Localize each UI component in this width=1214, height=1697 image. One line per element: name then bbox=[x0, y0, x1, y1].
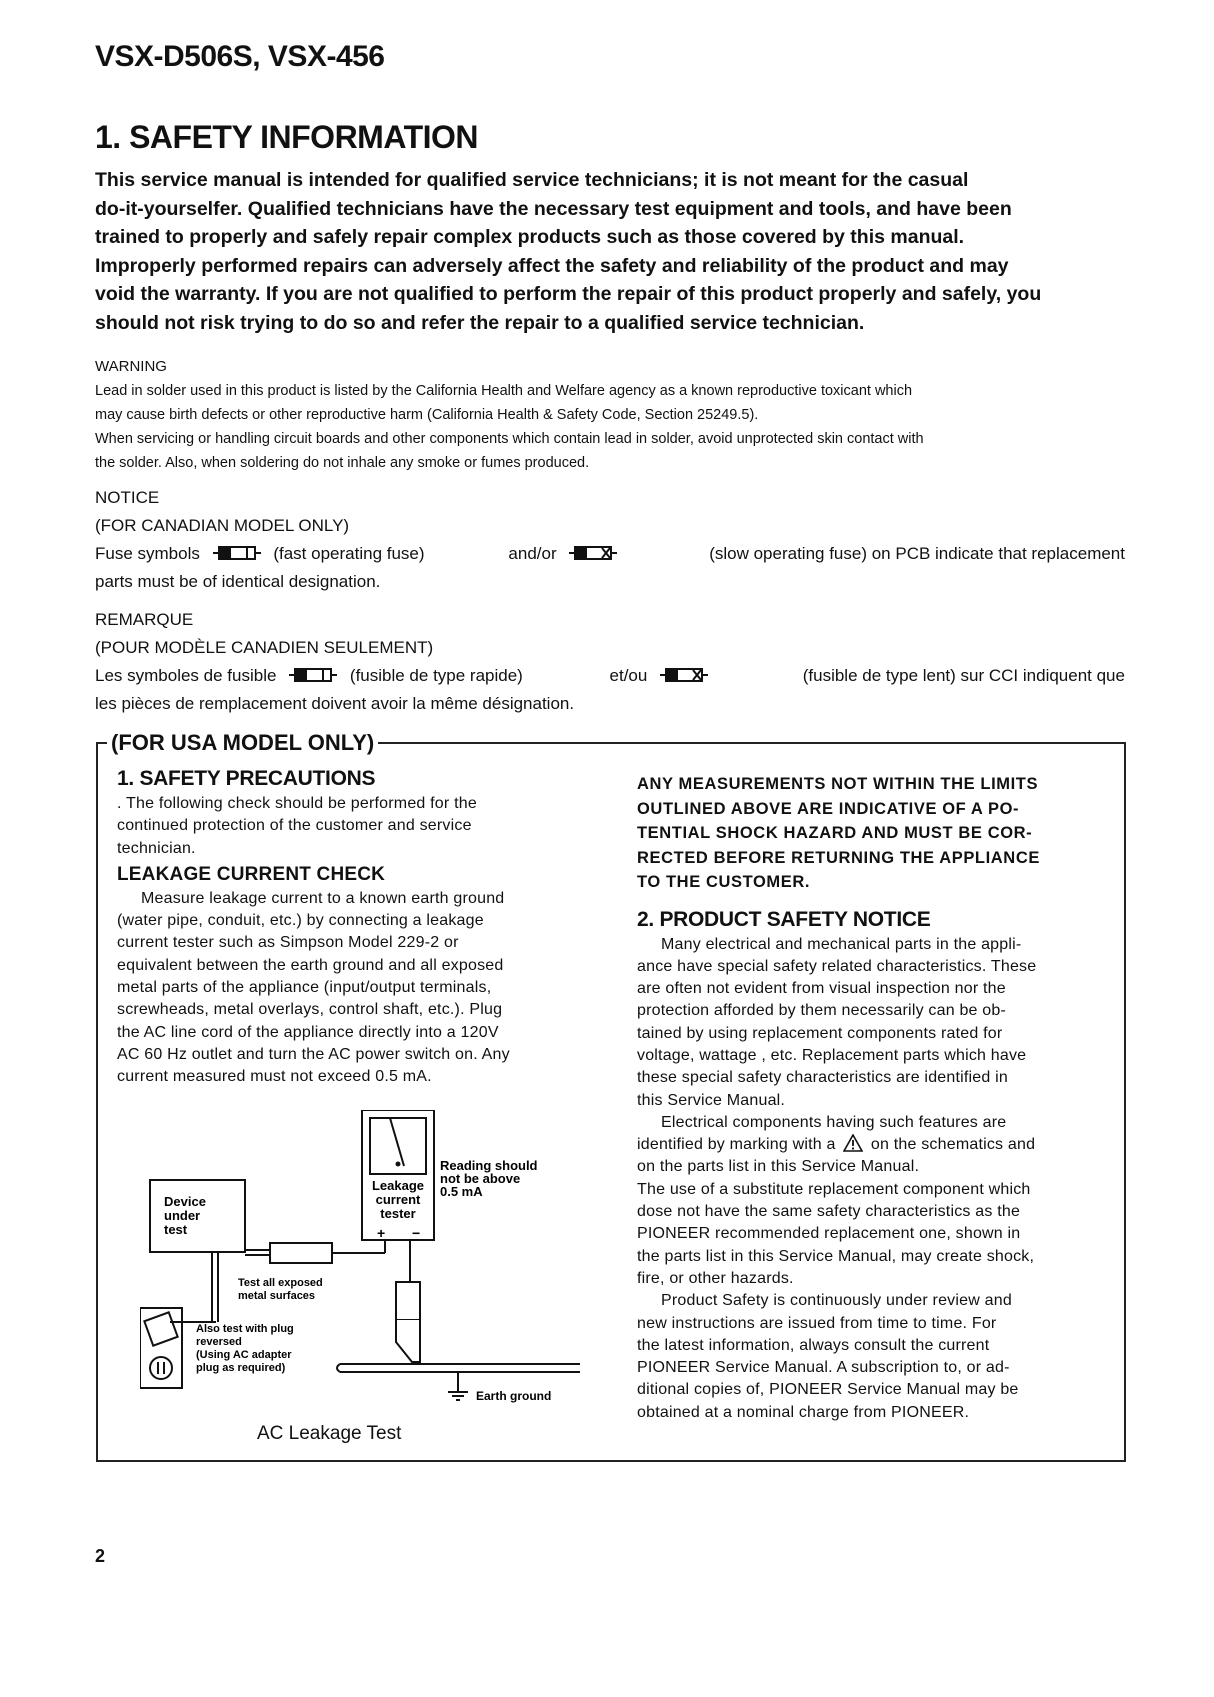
product-line: tained by using replacement components rated for bbox=[637, 1024, 1003, 1042]
remarque-subheading: (POUR MODÈLE CANADIEN SEULEMENT) bbox=[95, 638, 434, 657]
intro-line: trained to properly and safely repair complex products such as those covered by this manual. bbox=[95, 226, 965, 248]
intro-paragraph bbox=[95, 166, 1125, 337]
remarque-text: les pièces de remplacement doivent avoir la même désignation. bbox=[95, 694, 575, 713]
page-number: 2 bbox=[95, 1546, 106, 1566]
reverse-note: reversed bbox=[196, 1336, 242, 1348]
product-line: ditional copies of, PIONEER Service Manual may be bbox=[637, 1381, 1019, 1399]
notice-fuse-line bbox=[95, 540, 1125, 568]
warning-line: When servicing or handling circuit boards and other components which contain lead in solder, avoid unprotected skin contact with bbox=[95, 431, 924, 447]
intro-line: void the warranty. If you are not qualified to perform the repair of this product properly and safely, you bbox=[95, 283, 1042, 305]
hazard-line: RECTED BEFORE RETURNING THE APPLIANCE bbox=[637, 848, 1040, 867]
reading-note: 0.5 mA bbox=[440, 1184, 483, 1199]
warning-block bbox=[95, 355, 1125, 475]
product-line: the latest information, always consult the current bbox=[637, 1336, 990, 1354]
section-title: 1. SAFETY INFORMATION bbox=[95, 119, 478, 155]
product-line: ance have special safety related characteristics. These bbox=[637, 957, 1037, 975]
notice-text: parts must be of identical designation. bbox=[95, 572, 381, 591]
notice-text: Fuse symbols bbox=[95, 544, 200, 563]
remarque-fuse-line bbox=[95, 662, 1125, 690]
product-line: the parts list in this Service Manual, may create shock, bbox=[637, 1247, 1035, 1265]
reverse-note: plug as required) bbox=[196, 1362, 286, 1374]
product-line: on the parts list in this Service Manual. bbox=[637, 1158, 920, 1176]
product-line: new instructions are issued from time to time. For bbox=[637, 1314, 997, 1332]
hazard-warning bbox=[637, 772, 1107, 895]
leakage-check-title: LEAKAGE CURRENT CHECK bbox=[117, 863, 386, 885]
remarque-text: (fusible de type rapide) bbox=[349, 666, 523, 685]
product-text: on the schematics and bbox=[870, 1136, 1036, 1154]
product-line: these special safety characteristics are identified in bbox=[637, 1069, 1008, 1087]
notice-subheading: (FOR CANADIAN MODEL ONLY) bbox=[95, 516, 350, 535]
remarque-text: et/ou bbox=[609, 666, 648, 685]
tester-label: tester bbox=[380, 1206, 416, 1221]
earth-ground-label: Earth ground bbox=[476, 1389, 552, 1403]
product-line: PIONEER Service Manual. A subscription to, or ad- bbox=[637, 1359, 1010, 1377]
intro-line: Improperly performed repairs can adversely affect the safety and reliability of the product and may bbox=[95, 254, 1009, 277]
product-line: Electrical components having such features are bbox=[661, 1113, 1007, 1131]
slow-fuse-icon bbox=[658, 666, 710, 684]
diagram-caption: AC Leakage Test bbox=[257, 1423, 402, 1444]
hazard-line: ANY MEASUREMENTS NOT WITHIN THE LIMITS bbox=[637, 775, 1039, 793]
precautions-line: . The following check should be performed for the bbox=[117, 795, 477, 812]
usa-model-label: (FOR USA MODEL ONLY) bbox=[107, 730, 378, 756]
product-line-with-icon bbox=[637, 1134, 1107, 1156]
warning-line: Lead in solder used in this product is listed by the California Health and Welfare agency as a known reproductive toxicant which bbox=[95, 383, 913, 399]
remarque-text: Les symboles de fusible bbox=[95, 666, 277, 685]
hazard-line: TO THE CUSTOMER. bbox=[637, 873, 811, 891]
reading-note: Reading should bbox=[440, 1158, 538, 1173]
product-line: fire, or other hazards. bbox=[637, 1269, 794, 1287]
precautions-line: technician. bbox=[117, 839, 196, 857]
minus-terminal: − bbox=[412, 1225, 421, 1241]
plus-terminal: + bbox=[377, 1225, 386, 1241]
leakage-line: (water pipe, conduit, etc.) by connecting a leakage bbox=[117, 912, 484, 930]
leakage-tester-meter bbox=[362, 1110, 434, 1240]
precautions-line: continued protection of the customer and service bbox=[117, 817, 472, 835]
fast-fuse-icon bbox=[211, 544, 263, 562]
notice-text: and/or bbox=[508, 544, 557, 563]
notice-text: (slow operating fuse) on PCB indicate that replacement bbox=[709, 544, 1125, 563]
test-note: Test all exposed bbox=[238, 1277, 323, 1289]
reverse-note: (Using AC adapter bbox=[196, 1349, 292, 1361]
product-line: this Service Manual. bbox=[637, 1091, 786, 1109]
product-line: dose not have the same safety characteristics as the bbox=[637, 1203, 1021, 1221]
remarque-block bbox=[95, 606, 1125, 718]
left-column bbox=[117, 765, 587, 1089]
test-note: metal surfaces bbox=[238, 1290, 316, 1302]
ground-probe bbox=[396, 1240, 420, 1362]
hazard-line: OUTLINED ABOVE ARE INDICATIVE OF A PO- bbox=[637, 799, 1020, 818]
device-label: Device bbox=[164, 1194, 206, 1209]
leakage-line: the AC line cord of the appliance directly into a 120V bbox=[117, 1023, 499, 1041]
notice-block bbox=[95, 484, 1125, 596]
ac-outlet bbox=[140, 1308, 216, 1388]
product-line: Product Safety is continuously under review and bbox=[661, 1292, 1012, 1310]
product-line: PIONEER recommended replacement one, shown in bbox=[637, 1225, 1021, 1243]
leakage-line: metal parts of the appliance (input/output terminals, bbox=[117, 979, 492, 997]
tester-label: Leakage bbox=[371, 1178, 425, 1193]
notice-text: (fast operating fuse) bbox=[273, 544, 425, 563]
product-line: protection afforded by them necessarily can be ob- bbox=[637, 1002, 1007, 1020]
leakage-line: equivalent between the earth ground and all exposed bbox=[117, 956, 504, 974]
earth-ground-icon bbox=[448, 1392, 468, 1400]
safety-precautions-title: 1. SAFETY PRECAUTIONS bbox=[117, 767, 376, 790]
warning-line: the solder. Also, when soldering do not inhale any smoke or fumes produced. bbox=[95, 455, 590, 471]
product-text: identified by marking with a bbox=[637, 1136, 836, 1154]
device-under-test bbox=[150, 1180, 245, 1252]
leakage-line: Measure leakage current to a known earth ground bbox=[141, 889, 505, 907]
intro-line: do-it-yourselfer. Qualified technicians have the necessary test equipment and tools, and have been bbox=[95, 197, 1012, 220]
notice-heading: NOTICE bbox=[95, 488, 160, 507]
leakage-line: current tester such as Simpson Model 229-2 or bbox=[117, 934, 459, 952]
product-safety-title: 2. PRODUCT SAFETY NOTICE bbox=[637, 907, 931, 931]
warning-heading: WARNING bbox=[95, 358, 167, 375]
fast-fuse-icon bbox=[287, 666, 339, 684]
model-title: VSX-D506S, VSX-456 bbox=[95, 40, 385, 73]
product-line: obtained at a nominal charge from PIONEER. bbox=[637, 1403, 970, 1421]
reverse-note: Also test with plug bbox=[196, 1323, 294, 1335]
intro-line: This service manual is intended for qualified service technicians; it is not meant for the casual bbox=[95, 169, 969, 191]
product-line: voltage, wattage , etc. Replacement parts which have bbox=[637, 1046, 1027, 1064]
slow-fuse-icon bbox=[567, 544, 619, 562]
warning-line: may cause birth defects or other reproductive harm (California Health & Safety Code, Section 25249.5). bbox=[95, 407, 759, 423]
right-column bbox=[637, 772, 1107, 1424]
hazard-line: TENTIAL SHOCK HAZARD AND MUST BE COR- bbox=[637, 824, 1033, 842]
warning-triangle-icon bbox=[843, 1134, 863, 1152]
device-label: test bbox=[164, 1222, 188, 1237]
tester-label: current bbox=[375, 1192, 421, 1207]
leakage-line: AC 60 Hz outlet and turn the AC power switch on. Any bbox=[117, 1045, 510, 1063]
intro-line: should not risk trying to do so and refer the repair to a qualified service technician. bbox=[95, 311, 865, 334]
leakage-line: screwheads, metal overlays, control shaft, etc.). Plug bbox=[117, 1001, 503, 1019]
leakage-line: current measured must not exceed 0.5 mA. bbox=[117, 1068, 432, 1086]
product-line: are often not evident from visual inspection nor the bbox=[637, 980, 1006, 998]
remarque-text: (fusible de type lent) sur CCI indiquent que bbox=[802, 666, 1125, 685]
ac-leakage-test-diagram bbox=[140, 1110, 580, 1420]
device-label: under bbox=[164, 1208, 201, 1223]
product-line: The use of a substitute replacement component which bbox=[637, 1180, 1031, 1198]
product-line: Many electrical and mechanical parts in the appli- bbox=[661, 935, 1022, 953]
reading-note: not be above bbox=[440, 1171, 521, 1186]
remarque-heading: REMARQUE bbox=[95, 610, 194, 629]
